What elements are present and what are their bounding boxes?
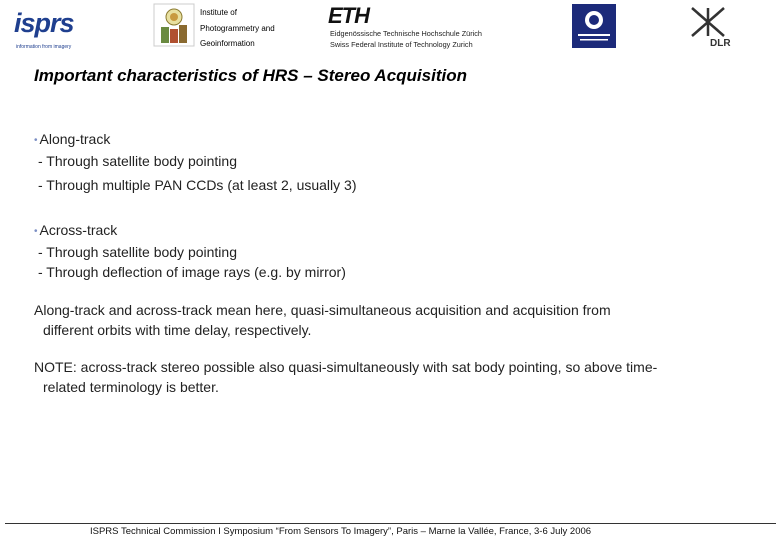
paragraph-2-line-2: related terminology is better. — [43, 379, 219, 395]
paragraph-1-line-2: different orbits with time delay, respectively. — [43, 322, 312, 338]
along-track-heading — [34, 131, 110, 147]
along-track-item-2: - Through multiple PAN CCDs (at least 2, usually 3) — [38, 177, 357, 193]
ipg-line-2: Photogrammetry and — [200, 23, 275, 33]
eth-name-german: Eidgenössische Technische Hochschule Zürich — [330, 29, 482, 38]
footer-divider — [5, 523, 776, 524]
across-track-heading-text: Across-track — [39, 222, 118, 238]
along-track-heading-text: Along-track — [39, 131, 111, 147]
isprs-logo-word: isprs — [14, 8, 74, 38]
bullet-icon: • — [34, 135, 38, 146]
paragraph-2-line-1: NOTE: across-track stereo possible also quasi-simultaneously with sat body pointing, so above time- — [34, 359, 658, 375]
ipg-line-1: Institute of — [200, 8, 237, 17]
bullet-icon: • — [34, 226, 38, 237]
slide-title: Important characteristics of HRS – Stereo Acquisition — [34, 66, 467, 85]
paragraph-1-line-1: Along-track and across-track mean here, quasi-simultaneous acquisition and acquisition from — [34, 302, 611, 318]
eth-logo-word: ETH — [328, 3, 369, 28]
along-track-item-1: - Through satellite body pointing — [38, 153, 237, 169]
across-track-heading — [34, 222, 117, 238]
across-track-item-1: - Through satellite body pointing — [38, 244, 237, 260]
ipg-figure-icon — [153, 3, 195, 47]
ipg-line-3: Geoinformation — [200, 39, 255, 48]
eth-name-english: Swiss Federal Institute of Technology Zurich — [330, 40, 473, 49]
isprs-logo — [14, 6, 86, 48]
ipg-text-block — [200, 5, 275, 52]
dlr-logo — [684, 6, 734, 48]
across-track-item-2: - Through deflection of image rays (e.g. by mirror) — [38, 264, 346, 280]
isprs-logo-tagline: information from imagery — [16, 44, 72, 50]
dlr-text: DLR — [710, 38, 731, 48]
ign-logo — [572, 4, 616, 48]
footer-text: ISPRS Technical Commission I Symposium “From Sensors To Imagery”, Paris – Marne la Vallée, France, 3-6 July 2006 — [90, 526, 592, 537]
